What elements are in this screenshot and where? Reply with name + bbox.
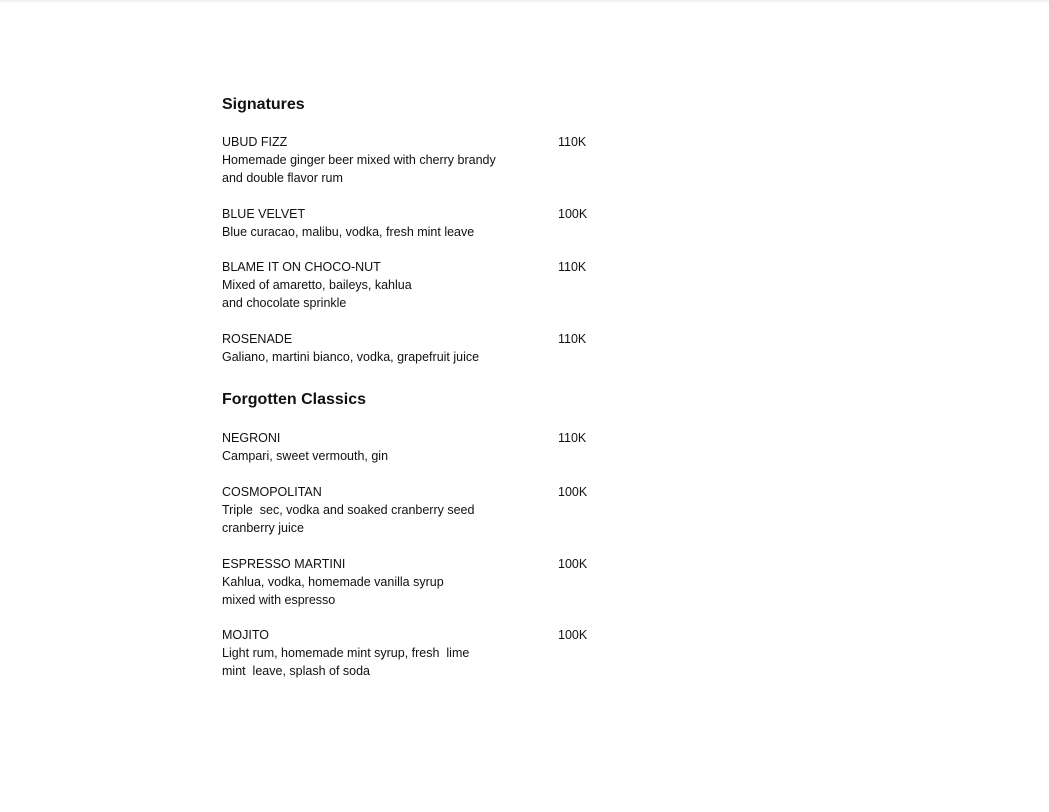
item-price: 100K: [558, 557, 588, 571]
menu-item-negroni: [222, 429, 602, 465]
item-description-line: and chocolate sprinkle: [222, 296, 347, 310]
item-name: ROSENADE: [222, 332, 293, 346]
item-price: 100K: [558, 485, 588, 499]
item-description-line: Triple sec, vodka and soaked cranberry seed: [222, 503, 475, 517]
item-description-line: cranberry juice: [222, 521, 304, 535]
item-name: BLUE VELVET: [222, 207, 306, 221]
menu-item-rosenade: [222, 330, 602, 366]
item-description-line: Kahlua, vodka, homemade vanilla syrup: [222, 575, 444, 589]
item-price: 100K: [558, 628, 588, 642]
item-price: 110K: [558, 431, 587, 445]
item-price: 100K: [558, 207, 588, 221]
item-description-line: Homemade ginger beer mixed with cherry brandy: [222, 153, 496, 167]
section-title-forgotten-classics: Forgotten Classics: [222, 391, 367, 408]
item-description-line: Campari, sweet vermouth, gin: [222, 449, 389, 463]
item-price: 110K: [558, 135, 587, 149]
item-name: BLAME IT ON CHOCO-NUT: [222, 260, 381, 274]
menu-item-espresso-martini: [222, 555, 602, 609]
item-price: 110K: [558, 260, 587, 274]
item-description-line: Galiano, martini bianco, vodka, grapefruit juice: [222, 350, 480, 364]
menu-item-cosmopolitan: [222, 483, 602, 537]
item-description-line: mint leave, splash of soda: [222, 664, 370, 678]
item-name: ESPRESSO MARTINI: [222, 557, 346, 571]
item-description-line: mixed with espresso: [222, 593, 336, 607]
menu-item-ubud-fizz: [222, 133, 602, 187]
item-price: 110K: [558, 332, 587, 346]
item-name: UBUD FIZZ: [222, 135, 288, 149]
section-title-signatures: Signatures: [222, 96, 305, 113]
item-name: NEGRONI: [222, 431, 281, 445]
menu-item-mojito: [222, 626, 602, 680]
item-description-line: Blue curacao, malibu, vodka, fresh mint leave: [222, 225, 475, 239]
item-name: COSMOPOLITAN: [222, 485, 322, 499]
item-name: MOJITO: [222, 628, 269, 642]
menu-item-blame-it-on-choco-nut: [222, 258, 602, 312]
item-description-line: Mixed of amaretto, baileys, kahlua: [222, 278, 412, 292]
menu-item-blue-velvet: [222, 205, 602, 241]
item-description-line: and double flavor rum: [222, 171, 343, 185]
item-description-line: Light rum, homemade mint syrup, fresh lime: [222, 646, 470, 660]
page-top-edge: [0, 0, 1049, 2]
